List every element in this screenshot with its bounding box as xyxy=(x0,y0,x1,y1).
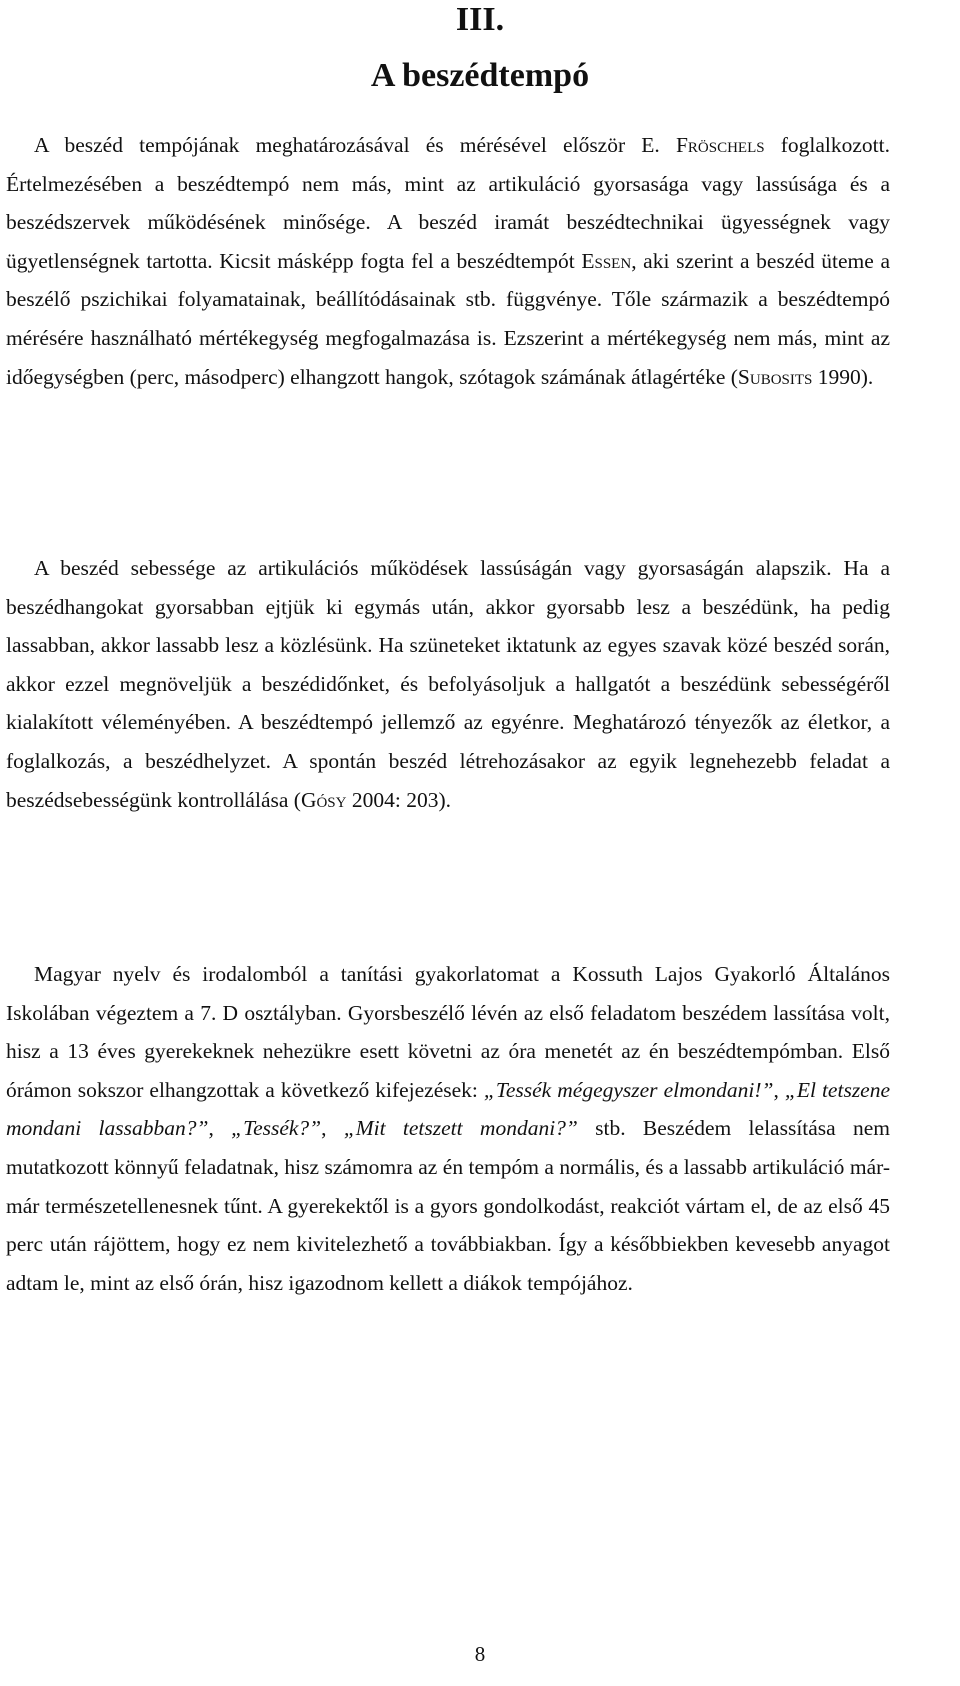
author-name: Fröschels xyxy=(675,133,765,157)
paragraph-1 xyxy=(6,126,890,396)
paragraph-1-text-3: , aki szerint a beszéd üteme a beszélő pszichikai folyamatainak, beállítódásainak stb. függvénye. Tőle származik a beszédtempó mérésére használható mértékegység megfogalmazása is. Ezszerint a mértékegység nem más, mint az időegységben (perc, másodperc) elhangzott hangok, szótagok számának átlagértéke ( xyxy=(6,248,890,389)
chapter-number: III. xyxy=(455,1,505,38)
author-name: Essen xyxy=(581,248,632,273)
paragraph-1-text-1: A beszéd tempójának meghatározásával és mérésével először E. xyxy=(34,133,676,157)
paragraph-1-text-2: foglalkozott. Értelmezésében a beszédtempó nem más, mint az artikuláció gyorsasága vagy lassúsága és a beszédszervek működésének minősége. A beszéd iramát beszédtechnikai ügyességnek vagy ügyetlenségnek tartotta. Kicsit másképp fogta fel a beszédtempót xyxy=(6,133,891,273)
chapter-title: A beszédtempó xyxy=(370,57,590,94)
quote-3: „Tessék?” xyxy=(231,1116,322,1141)
paragraph-3-text-3: , xyxy=(208,1116,232,1141)
paragraph-3-text-5: stb. Beszédem lelassítása nem mutatkozott könnyű feladatnak, hisz számomra az én tempóm a normális, és a lassabb artikuláció már-már természetellenesnek tűnt. A gyerekektől is a gyors gondolkodást, reakciót vártam el, de az első 45 perc után rájöttem, hogy ez nem kivitelezhető a továbbiakban. Így a későbbiekben kevesebb anyagot adtam le, mint az első órán, hisz igazodnom kellett a diákok tempójához. xyxy=(6,1116,891,1295)
paragraph-2-text-1: A beszéd sebessége az artikulációs működések lassúságán vagy gyorsaságán alapszik. Ha a beszédhangokat gyorsabban ejtjük ki egymás után, akkor gyorsabb lesz a beszédünk, ha pedig lassabban, akkor lassabb lesz a közlésünk. Ha szüneteket iktatunk az egyes szavak közé beszéd során, akkor ezzel megnöveljük a beszédidőnket, és befolyásoljuk a hallgatót a beszédünk sebességéről kialakított véleményében. A beszédtempó jellemző az egyénre. Meghatározó tényezők az életkor, a foglalkozás, a beszédhelyzet. A spontán beszéd létrehozásakor az egyik legnehezebb feladat a beszédsebességünk kontrollálása ( xyxy=(6,556,890,812)
quote-4: „Mit tetszett mondani?” xyxy=(343,1116,578,1141)
paragraph-3-text-2: , xyxy=(773,1077,785,1102)
paragraph-3 xyxy=(6,955,890,1302)
author-name: Subosits xyxy=(737,364,813,389)
paragraph-3-text-4: , xyxy=(321,1116,344,1141)
quote-2: „El tetszene mondani lassabban?” xyxy=(6,1077,891,1141)
paragraph-1-text-4: 1990). xyxy=(812,364,874,389)
paragraph-2-text-2: 2004: 203). xyxy=(346,787,451,812)
quote-1: „Tessék mégegyszer elmondani!” xyxy=(483,1077,774,1102)
page-number: 8 xyxy=(474,1642,486,1666)
author-name: Gósy xyxy=(300,787,347,812)
paragraph-3-text-1: Magyar nyelv és irodalomból a tanítási gyakorlatomat a Kossuth Lajos Gyakorló Általános Iskolában végeztem a 7. D osztályban. Gyorsbeszélő lévén az első feladatom beszédem lassítása volt, hisz a 13 éves gyerekeknek nehezükre esett követni az óra menetét az én beszédtempómban. Első órámon sokszor elhangzottak a következő kifejezések: xyxy=(6,962,890,1102)
paragraph-2 xyxy=(6,549,890,819)
